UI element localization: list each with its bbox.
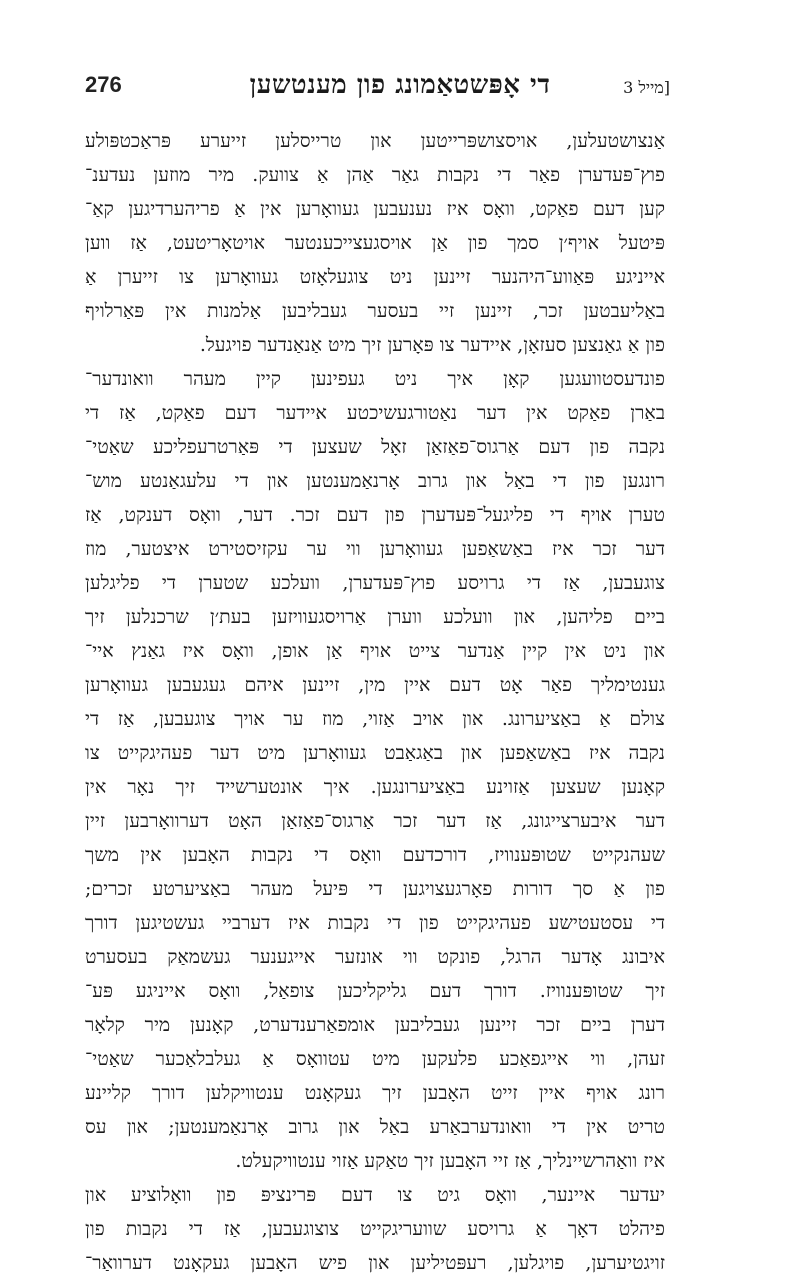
text-line: די עסטעטישע פעהיגקייט פון די נקבות איז דערביי געשטיגען דורך bbox=[85, 912, 665, 934]
text-line: שעהנקייט שטופּענוויז, דורכדעם וואָס די נקבות האָבען אין משך bbox=[85, 844, 665, 866]
text-line: פוץ־פּעדערן פאַר די נקבות גאַר אַהן אַ צוועק. מיר מוזען נעדענ־ bbox=[85, 164, 665, 186]
page-number: 276 bbox=[85, 72, 122, 97]
running-title: די אָפּשטאַמונג פון מענטשען bbox=[249, 70, 551, 100]
text-line: נקבה איז באַשאַפען און באַגאַבט געוואָרען מיט דער פעהיגקייט צו bbox=[85, 742, 665, 764]
text-line: פיהלט דאָך אַ גרויסע שוועריגקייט צוצוגעבען, אַז די נקבות פון bbox=[85, 1218, 665, 1240]
text-line: צולם אַ באַציערונג. און אויב אַזוי, מוז ער אויך צוגעבען, אַז די bbox=[85, 708, 665, 730]
body-text bbox=[85, 124, 665, 1280]
text-line: פּיטעל אויף׳ן סמך פון אַן אויסגעצייכענטער אויטאָריטעט, אַז ווען bbox=[85, 232, 665, 254]
text-line: אייניגע פּאַווע־היהנער זיינען ניט צוגעלאָזט געוואָרען צו זייערן אַ bbox=[85, 266, 665, 288]
text-line: איז וואַהרשיינליך, אַז זיי האָבען זיך טאַקע אַזוי ענטוויקעלט. bbox=[235, 1150, 665, 1172]
text-line: דער זכר איז באַשאַפען געוואָרען ווי ער עקזיסטירט איצטער, מוז bbox=[85, 538, 665, 560]
text-line: דער איבערצייגונג, אַז דער זכר אַרגוס־פאַזאַן האָט דערוואָרבען זיין bbox=[85, 810, 665, 832]
text-line: קען דעם פאַקט, וואָס איז נענעבען געוואָרען אין אַ פריהערדיגען קאַ־ bbox=[85, 198, 665, 220]
page-header bbox=[85, 70, 670, 110]
text-line: צוגעבען, אַז די גרויסע פוץ־פּעדערן, וועלכע שטערן די פליגלען bbox=[85, 572, 665, 594]
text-line: גענטימליך פאַר אָט דעם איין מין, זיינען איהם געגעבען געוואָרען bbox=[85, 674, 665, 696]
section-mark: [מייל 3 bbox=[623, 78, 670, 97]
text-line: פון אַ סך דורות פאָרגעצויגען די פּיעל מעהר באַציערטע זכרים; bbox=[85, 878, 665, 900]
text-line: אַנצושטעלען, אויסצושפּרייטען און טרייסלען זייערע פּראַכטפּולע bbox=[85, 130, 665, 152]
text-line: נקבה פון דעם אַרגוס־פאַזאַן זאָל שעצען די פּאַרטרעפליכע שאַטי־ bbox=[85, 436, 665, 458]
text-line: ביים פליהען, און וועלכע ווערן אַרויסגעוויזען בעת׳ן שרכנלען זיך bbox=[85, 606, 665, 628]
text-line: קאָנען שעצען אַזוינע באַציערונגען. איך אונטערשייד זיך נאָר אין bbox=[85, 776, 665, 798]
text-line: פון אַ גאַנצען סעזאָן, איידער צו פּאָרען זיך מיט אַנאַנדער פויגעל. bbox=[199, 334, 665, 356]
text-line: טריט אין די וואונדערבאַרע באַל און גרוב אָרנאַמענטען; און עס bbox=[85, 1116, 665, 1138]
text-line: יעדער איינער, וואָס גיט צו דעם פּרינציפּ פון וואָלוציע און bbox=[85, 1184, 665, 1206]
text-line: רונג אויף איין זייט האָבען זיך געקאָנט ענטוויקלען דורך קליינע bbox=[85, 1082, 665, 1104]
text-line: איבונג אָדער הרגל, פונקט ווי אונזער אייגענער געשמאַק בעסערט bbox=[85, 946, 665, 968]
text-line: טערן אויף די פליגעל־פּעדערן פון דעם זכר. דער, וואָס דענקט, אַז bbox=[85, 504, 665, 526]
text-line: פונדעסטוועגען קאָן איך ניט געפינען קיין מעהר וואונדער־ bbox=[85, 368, 665, 390]
text-line: און ניט אין קיין אַנדער צייט אויף אַן אופן, וואָס איז גאַנץ איי־ bbox=[85, 640, 665, 662]
text-line: באַליעבטען זכר, זיינען זיי בעסער געבליבען אַלמנות אין פּאַרלויף bbox=[85, 300, 665, 322]
text-line: רונגען פון די באַל און גרוב אָרנאַמענטען און די עלעגאַנטע מוש־ bbox=[85, 470, 665, 492]
text-line: זעהן, ווי אייגפאַכע פלעקען מיט עטוואָס אַ געלבלאַכער שאַטי־ bbox=[85, 1048, 665, 1070]
text-line: דערן ביים זכר זיינען געבליבען אומפאַרענדערט, קאָנען מיר קלאָר bbox=[85, 1014, 665, 1036]
text-line: זיך שטופּענוויז. דורך דעם גליקליכען צופאַל, וואָס אייניגע פּע־ bbox=[85, 980, 665, 1002]
text-line: באַרן פאַקט אין דער נאַטורגעשיכטע איידער דעם פאַקט, אַז די bbox=[85, 402, 665, 424]
text-line: זויגטיערען, פויגלען, רעפּטיליען און פיש האָבען געקאָנט דערוואַר־ bbox=[85, 1252, 665, 1274]
